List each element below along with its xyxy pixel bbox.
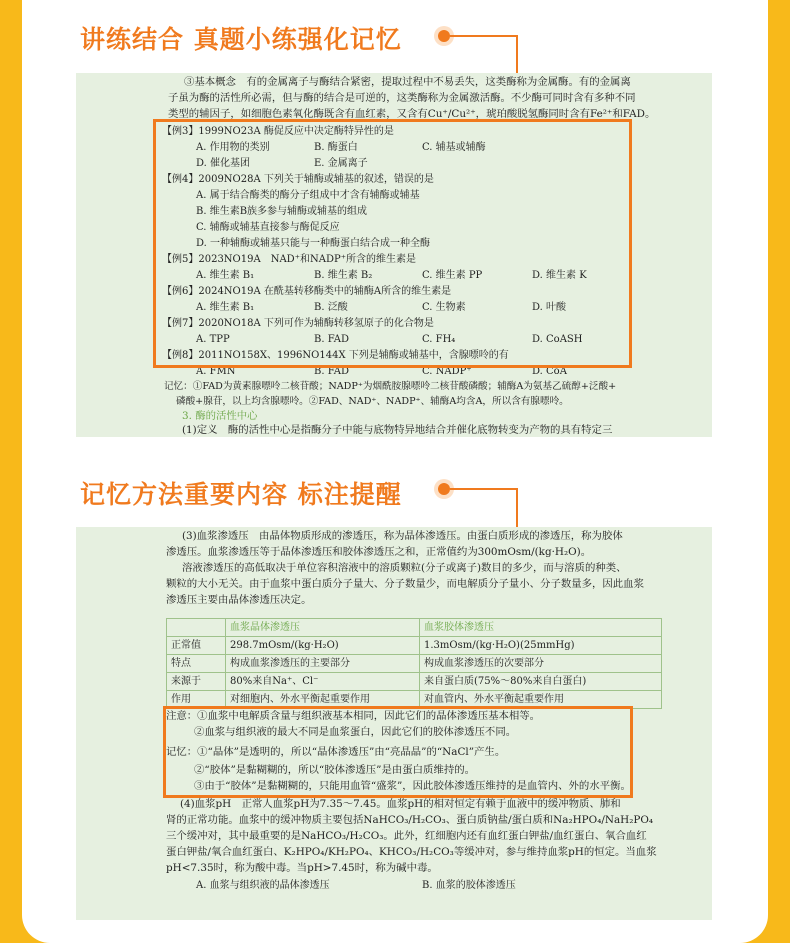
intro-line-3: 类型的辅因子，如细胞色素氧化酶既含有血红素，又含有Cu⁺/Cu²⁺，琥珀酸脱氢酶同时含有Fe²⁺和FAD。 — [168, 108, 656, 120]
table-cell: 80%来自Na⁺、Cl⁻ — [226, 673, 420, 691]
question-3-option-c[interactable]: C. 辅基或辅酶 — [422, 142, 486, 153]
question-4-option-c[interactable]: C. 辅酶或辅基直接参与酶促反应 — [196, 222, 340, 233]
question-4-option-a[interactable]: A. 属于结合酶类的酶分子组成中才含有辅酶或辅基 — [196, 190, 420, 201]
table-cell: 对细胞内、外水平衡起重要作用 — [226, 691, 420, 709]
question-6-option-d[interactable]: D. 叶酸 — [532, 302, 567, 313]
choice-b[interactable]: B. 血浆的胶体渗透压 — [422, 880, 516, 891]
question-3-option-b[interactable]: B. 酶蛋白 — [314, 142, 358, 153]
question-8-option-a[interactable]: A. FMN — [196, 366, 236, 377]
intro-line-1: ③基本概念 有的金属离子与酶结合紧密，提取过程中不易丢失，这类酶称为金属酶。有的金属离 — [184, 76, 631, 88]
memory2-line-2: ②“胶体”是黏糊糊的，所以“胶体渗透压”是由蛋白质维持的。 — [194, 764, 476, 776]
question-5-stem: 【例5】2023NO19A NAD⁺和NADP⁺所含的维生素是 — [162, 254, 416, 265]
memory2-line-1: 记忆：①“晶体”是透明的，所以“晶体渗透压”由“亮晶晶”的“NaCl”产生。 — [166, 746, 506, 758]
question-7-option-b[interactable]: B. FAD — [314, 334, 350, 345]
question-5-option-d[interactable]: D. 维生素 K — [532, 270, 587, 281]
question-4-stem: 【例4】2009NO28A 下列关于辅酶或辅基的叙述，错误的是 — [162, 174, 434, 185]
table-cell: 构成血浆渗透压的次要部分 — [420, 655, 662, 673]
question-6-option-a[interactable]: A. 维生素 B₁ — [196, 302, 255, 313]
question-6-stem: 【例6】2024NO19A 在酰基转移酶类中的辅酶A所含的维生素是 — [162, 286, 452, 297]
highlight-box-notes — [163, 706, 633, 798]
question-3-option-d[interactable]: D. 催化基团 — [196, 158, 251, 169]
table-header-row — [167, 619, 662, 637]
question-7-option-d[interactable]: D. CoASH — [532, 334, 583, 345]
table-row — [167, 655, 662, 673]
section-title-active-site: 3. 酶的活性中心 — [182, 410, 258, 422]
memory-line-2: 磷酸+腺苷，以上均含腺嘌呤。②FAD、NAD⁺、NADP⁺、辅酶A均含A，所以含有腺嘌呤。 — [176, 396, 569, 407]
heading-first: 讲练结合 真题小练强化记忆 — [80, 25, 402, 54]
question-3-stem: 【例3】1999NO23A 酶促反应中决定酶特异性的是 — [162, 126, 394, 137]
para-line-2: 渗透压。血浆渗透压等于晶体渗透压和胶体渗透压之和，正常值约为300mOsm/(kg·H₂O)。 — [166, 546, 592, 558]
table-header-cell: 血浆晶体渗透压 — [226, 619, 420, 637]
ph-line-3: 三个缓冲对，其中最重要的是NaHCO₃/H₂CO₃。此外，红细胞内还有血红蛋白钾盐/血红蛋白、氧合血红 — [166, 830, 647, 842]
table-cell: 特点 — [167, 655, 226, 673]
note-line-2: ②血浆与组织液的最大不同是血浆蛋白，因此它们的胶体渗透压不同。 — [194, 726, 517, 738]
para-line-1: (3)血浆渗透压 由晶体物质形成的渗透压，称为晶体渗透压。由蛋白质形成的渗透压，称为胶体 — [182, 530, 623, 542]
question-5-option-b[interactable]: B. 维生素 B₂ — [314, 270, 373, 281]
ph-line-4: 蛋白钾盐/氧合血红蛋白、K₂HPO₄/KH₂PO₄、KHCO₃/H₂CO₃等缓冲对，参与维持血浆pH的恒定。当血浆 — [166, 846, 657, 858]
table-cell: 正常值 — [167, 637, 226, 655]
heading-second: 记忆方法重要内容 标注提醒 — [80, 480, 402, 509]
question-3-option-a[interactable]: A. 作用物的类别 — [196, 142, 270, 153]
table-row — [167, 673, 662, 691]
table-cell: 1.3mOsm/(kg·H₂O)(25mmHg) — [420, 637, 662, 655]
table-cell: 来源于 — [167, 673, 226, 691]
question-4-option-b[interactable]: B. 维生素B族多参与辅酶或辅基的组成 — [196, 206, 368, 217]
definition-line: (1)定义 酶的活性中心是指酶分子中能与底物特异地结合并催化底物转变为产物的具有特定三 — [182, 424, 613, 436]
callout-dot-second — [438, 483, 450, 495]
callout-line-first — [450, 35, 518, 37]
memory-line-1: 记忆：①FAD为黄素腺嘌呤二核苷酸；NADP⁺为烟酰胺腺嘌呤二核苷酸磷酸；辅酶A为氨基乙硫醇+泛酸+ — [164, 381, 617, 392]
para-line-4: 颗粒的大小无关。由于血浆中蛋白质分子量大、分子数量少，而电解质分子量小、分子数量多，因此血浆 — [166, 578, 644, 590]
question-4-option-d[interactable]: D. 一种辅酶或辅基只能与一种酶蛋白结合成一种全酶 — [196, 238, 431, 249]
question-8-option-d[interactable]: D. CoA — [532, 366, 567, 377]
question-7-option-c[interactable]: C. FH₄ — [422, 334, 456, 345]
ph-line-1: (4)血浆pH 正常人血浆pH为7.35～7.45。血浆pH的相对恒定有赖于血液中的缓冲物质、肺和 — [180, 798, 621, 810]
callout-dot-first — [438, 30, 450, 42]
table-cell: 298.7mOsm/(kg·H₂O) — [226, 637, 420, 655]
table-cell: 对血管内、外水平衡起重要作用 — [420, 691, 662, 709]
table-header-cell — [167, 619, 226, 637]
question-5-option-c[interactable]: C. 维生素 PP — [422, 270, 483, 281]
question-5-option-a[interactable]: A. 维生素 B₁ — [196, 270, 255, 281]
table-cell: 来自蛋白质(75%～80%来自白蛋白) — [420, 673, 662, 691]
table-cell: 构成血浆渗透压的主要部分 — [226, 655, 420, 673]
intro-line-2: 子虽为酶的活性所必需，但与酶的结合是可逆的，这类酶称为金属激活酶。不少酶可同时含有多种不同 — [168, 92, 636, 104]
choice-a[interactable]: A. 血浆与组织液的晶体渗透压 — [196, 880, 330, 891]
table-row — [167, 637, 662, 655]
question-6-option-b[interactable]: B. 泛酸 — [314, 302, 348, 313]
table-header-cell: 血浆胶体渗透压 — [420, 619, 662, 637]
highlight-box-questions — [153, 119, 632, 368]
callout-line-second — [450, 488, 518, 490]
question-7-stem: 【例7】2020NO18A 下列可作为辅酶转移氢原子的化合物是 — [162, 318, 434, 329]
question-8-option-c[interactable]: C. NADP⁺ — [422, 366, 472, 377]
table-cell: 作用 — [167, 691, 226, 709]
note-line-1: 注意：①血浆中电解质含量与组织液基本相同，因此它们的晶体渗透压基本相等。 — [166, 710, 541, 722]
question-8-option-b[interactable]: B. FAD — [314, 366, 350, 377]
question-6-option-c[interactable]: C. 生物素 — [422, 302, 466, 313]
ph-line-5: pH<7.35时，称为酸中毒。当pH>7.45时，称为碱中毒。 — [166, 862, 438, 874]
question-3-option-e[interactable]: E. 金属离子 — [314, 158, 368, 169]
question-8-stem: 【例8】2011NO158X、1996NO144X 下列是辅酶或辅基中，含腺嘌呤的有 — [162, 350, 509, 361]
osmotic-pressure-table — [166, 618, 662, 709]
para-line-5: 渗透压主要由晶体渗透压决定。 — [166, 594, 312, 606]
para-line-3: 溶液渗透压的高低取决于单位容积溶液中的溶质颗粒(分子或离子)数目的多少，而与溶质的种类、 — [182, 562, 627, 574]
memory2-line-3: ③由于“胶体”是黏糊糊的，只能用血管“盛浆”，因此胶体渗透压维持的是血管内、外的水平衡。 — [194, 780, 631, 792]
ph-line-2: 肾的正常功能。血浆中的缓冲物质主要包括NaHCO₃/H₂CO₃、蛋白质钠盐/蛋白质和Na₂HPO₄/NaH₂PO₄ — [166, 814, 654, 826]
question-7-option-a[interactable]: A. TPP — [196, 334, 230, 345]
